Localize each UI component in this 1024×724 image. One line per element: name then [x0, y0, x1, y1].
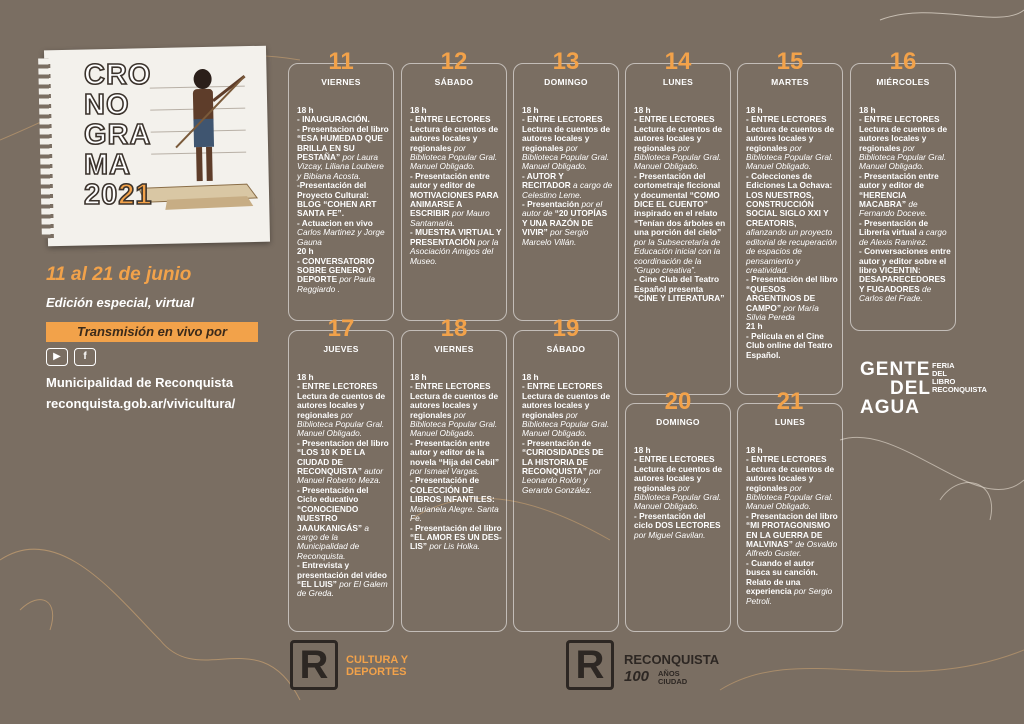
- gente-sub-b: DEL: [932, 369, 947, 378]
- day-number: 13: [552, 48, 580, 75]
- day-card: [850, 48, 956, 331]
- reconquista-100-logo: [566, 640, 726, 692]
- day-name: LUNES: [774, 417, 806, 427]
- gente-name-b: DEL: [890, 378, 931, 399]
- day-number: 20: [664, 388, 692, 415]
- title-line-3: GRA: [84, 119, 152, 151]
- gente-name-a: GENTE: [860, 359, 931, 380]
- day-program: 18 h - ENTRE LECTORES Lectura de cuentos de autores locales y regionales por Biblioteca Popular Gral. Manuel Obligado. - Presentacion del libro “MI PROTAGONISMO EN LA GUERRA DE MALVINAS” de Osvaldo Alfredo Guster. - Cuando el autor busca su canción. Relato de una experiencia por Sergio Petroli.: [746, 445, 838, 606]
- cultura-text: [346, 654, 408, 678]
- day-number: 19: [552, 315, 580, 342]
- municipality-name: Municipalidad de Reconquista: [46, 375, 234, 390]
- day-program: 18 h - ENTRE LECTORES Lectura de cuentos de autores locales y regionales por Biblioteca Popular Gral. Manuel Obligado. - Presentación de “CURIOSIDADES DE LA HISTORIA DE RECONQUISTA” por Leonardo Rolón y Gerardo González.: [522, 372, 611, 495]
- day-program: 18 h - ENTRE LECTORES Lectura de cuentos de autores locales y regionales por Biblioteca Popular Gral. Manuel Obligado. - Presentación entre autor y editor de la novela “Hija del Cebil” por Ismael Vargas. - Presentación de COLECCIÓN DE LIBROS INFANTILES: Marianela Alegre. Santa Fe. - Presentación del libro “EL AMOR ES UN DES-LIS” por Lis Holka.: [410, 372, 502, 552]
- broadcast-banner: Transmisión en vivo por: [46, 322, 258, 342]
- edition-note: Edición especial, virtual: [46, 295, 195, 310]
- title-line-4: MA: [84, 149, 132, 181]
- gente-del-agua-logo: [860, 359, 987, 420]
- day-name: SÁBADO: [434, 77, 474, 87]
- title-year: [84, 180, 153, 210]
- website-link[interactable]: reconquista.gob.ar/vivicultura/: [46, 396, 236, 411]
- day-number: 11: [328, 48, 354, 75]
- cronograma-title: [84, 60, 153, 210]
- anniversary-label-b: CIUDAD: [658, 677, 688, 686]
- day-name: LUNES: [662, 77, 694, 87]
- day-number: 15: [776, 48, 804, 75]
- date-range: [46, 264, 191, 286]
- gente-sub-c: LIBRO: [932, 377, 956, 386]
- day-number: 14: [664, 48, 692, 75]
- gente-name: [860, 360, 931, 417]
- day-card: [737, 48, 843, 395]
- day-name: VIERNES: [321, 77, 361, 87]
- day-number: 18: [440, 315, 468, 342]
- day-program: 18 h - ENTRE LECTORES Lectura de cuentos de autores locales y regionales por Biblioteca Popular Gral. Manuel Obligado. - Presentación entre autor y editor de MOTIVACIONES PARA ANIMARSE A ESCRIBIR por Mauro Santamaria. - MUESTRA VIRTUAL Y PRESENTACIÓN por la Asociación Amigos del Museo.: [410, 105, 502, 266]
- day-program: 18 h - ENTRE LECTORES Lectura de cuentos de autores locales y regionales por Biblioteca Popular Gral. Manuel Obligado. - Presentación del ciclo DOS LECTORES por Miguel Gavilan.: [634, 445, 723, 540]
- cultura-deportes-logo: [290, 640, 430, 692]
- day-name: JUEVES: [323, 344, 359, 354]
- gente-sub-d: RECONQUISTA: [932, 385, 987, 394]
- anniversary-label-a: AÑOS: [658, 669, 680, 678]
- facebook-icon[interactable]: f: [74, 348, 96, 366]
- day-number: 21: [776, 388, 804, 415]
- social-icons: [46, 348, 96, 366]
- day-number: 17: [327, 315, 355, 342]
- title-line-1: CRO: [84, 59, 152, 91]
- day-card: [513, 315, 619, 632]
- day-number: 16: [889, 48, 917, 75]
- date-range-a: 11 al 21 de: [46, 264, 146, 285]
- day-name: VIERNES: [434, 344, 474, 354]
- reconquista-name: RECONQUISTA: [624, 652, 720, 667]
- day-program: 18 h - ENTRE LECTORES Lectura de cuentos de autores locales y regionales por Biblioteca Popular Gral. Manuel Obligado. - Presentación del cortometraje ficcional y documental “COMO DICE EL CUENTO” inspirado en el relato “Tenían dos árboles en una porción del cielo” por la Subsecretaría de Educación inicial con la coordinación de la “Grupo creativa”. - Cine Club del Teatro Español presenta “CINE Y LITERATURA”: [634, 105, 726, 304]
- cultura-line-1: CULTURA Y: [346, 654, 409, 666]
- day-program: 18 h - ENTRE LECTORES Lectura de cuentos de autores locales y regionales por Biblioteca Popular Gral. Manuel Obligado. - Presentación entre autor y editor de “HERENCIA MACABRA” de Fernando Doceve. - Presentación de Librería virtual a cargo de Alexis Ramirez. - Conversaciones entre autor y editor sobre el libro VICENTIN: DESAPARECEDORES Y FUGADORES de Carlos del Frade.: [859, 105, 951, 304]
- gente-sub-a: FERIA: [932, 361, 955, 370]
- day-number: 12: [440, 48, 468, 75]
- title-year-a: 20: [84, 179, 119, 211]
- day-name: MARTES: [771, 77, 809, 87]
- r-mark-icon: R: [290, 640, 338, 690]
- day-card: [288, 48, 394, 321]
- title-line-2: NO: [84, 89, 130, 121]
- anniversary-number: 100: [624, 668, 650, 685]
- day-card: [401, 48, 507, 321]
- title-paper: [44, 46, 270, 247]
- day-name: DOMINGO: [656, 417, 700, 427]
- anniversary-label: [658, 670, 687, 686]
- day-card: [513, 48, 619, 321]
- gente-name-c: AGUA: [860, 397, 920, 418]
- day-card: [625, 388, 731, 632]
- day-name: DOMINGO: [544, 77, 588, 87]
- day-card: [288, 315, 394, 632]
- day-card: [401, 315, 507, 632]
- gente-subtitle: [932, 362, 987, 394]
- title-year-b: 21: [118, 179, 153, 211]
- day-name: MIÉRCOLES: [876, 77, 930, 87]
- day-program: 18 h - INAUGURACIÓN. - Presentacion del libro “ESA HUMEDAD QUE BRILLA EN SU PESTAÑA” por Laura Vizcay, Liliana Loubiere y Bibiana Acosta. -Presentación del Proyecto Cultural: BLOG “COHEN ART SANTA FE”. - Actuacion en vivo Carlos Martinez y Jorge Gauna 20 h - CONVERSATORIO SOBRE GENERO Y DEPORTE por Paula Reggiardo .: [297, 105, 389, 294]
- day-program: 18 h - ENTRE LECTORES Lectura de cuentos de autores locales y regionales por Biblioteca Popular Gral. Manuel Obligado. - Presentacion del libro “LOS 10 K DE LA CIUDAD DE RECONQUISTA” autor Manuel Roberto Meza. - Presentación del Ciclo educativo “CONOCIENDO NUESTRO JAAUKANIGÁS” a cargo de la Municipalidad de Reconquista. - Entrevista y presentación del video “EL LUIS” por El Galem de Greda.: [297, 372, 389, 599]
- day-program: 18 h - ENTRE LECTORES Lectura de cuentos de autores locales y regionales por Biblioteca Popular Gral. Manuel Obligado. - AUTOR Y RECITADOR a cargo de Celestino Leme. - Presentación por el autor de “20 UTOPÍAS Y UNA RAZÓN DE VIVIR” por Sergio Marcelo Villán.: [522, 105, 613, 247]
- r-mark-icon: R: [566, 640, 614, 690]
- day-name: SÁBADO: [546, 344, 586, 354]
- day-program: 18 h - ENTRE LECTORES Lectura de cuentos de autores locales y regionales por Biblioteca Popular Gral. Manuel Obligado. - Colecciones de Ediciones La Ochava: LOS NUESTROS, CONSTRUCCIÓN SOCIAL SIGLO XXI Y CREATORIS, afianzando un proyecto editorial de recuperación de espacios de pensamiento y creatividad. - Presentación del libro “QUESOS ARGENTINOS DE CAMPO” por María Silvia Pereda 21 h - Película en el Cine Club online del Teatro Español.: [746, 105, 838, 360]
- youtube-icon[interactable]: ▶: [46, 348, 68, 366]
- cultura-line-2: DEPORTES: [346, 666, 407, 678]
- day-card: [625, 48, 731, 395]
- day-card: [737, 388, 843, 632]
- reader-figure-illustration: [44, 46, 270, 247]
- date-range-b: junio: [146, 264, 192, 285]
